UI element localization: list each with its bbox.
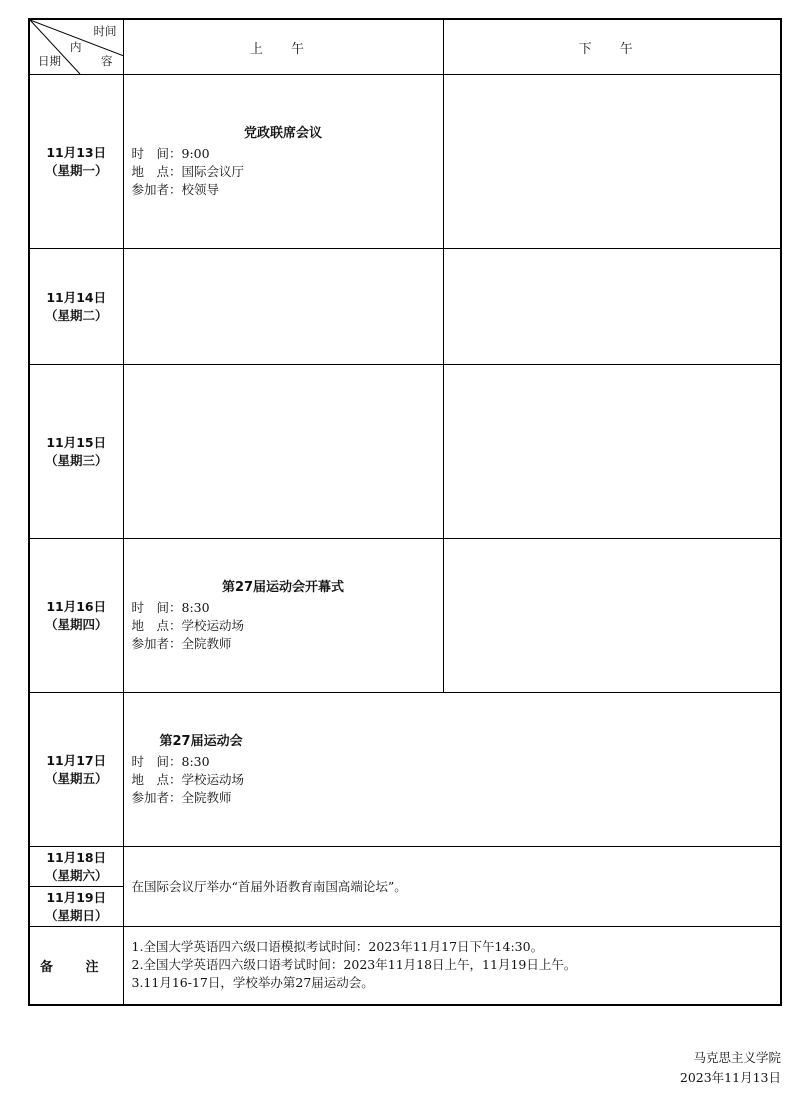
footer-org: 马克思主义学院 (693, 1050, 781, 1065)
date-label: 11月13日 (46, 144, 107, 160)
date-cell (29, 249, 123, 365)
weekday-label: （星期一） (44, 162, 108, 178)
weekday-label: （星期二） (44, 307, 108, 323)
event-time: 时 间：9:00 (131, 145, 210, 161)
remark-item: 3.11月16-17日，学校举办第27届运动会。 (131, 975, 374, 991)
weekday-label: （星期六） (44, 867, 108, 883)
date-cell (29, 887, 123, 927)
event-title: 党政联席会议 (243, 125, 322, 141)
weekday-label: （星期三） (44, 452, 108, 468)
remarks-label: 备 注 (29, 927, 123, 1005)
event-place: 地 点：学校运动场 (131, 771, 245, 787)
day-row-friday (29, 693, 781, 847)
date-label: 11月19日 (46, 889, 107, 905)
afternoon-cell (443, 365, 781, 539)
event-title: 第27届运动会开幕式 (221, 579, 345, 595)
allday-cell (123, 693, 781, 847)
remarks-row (29, 927, 781, 1005)
morning-cell (123, 249, 443, 365)
weekday-label: （星期四） (44, 616, 108, 632)
column-header-morning: 上 午 (123, 19, 443, 75)
event-attendees: 参加者：全院教师 (131, 635, 232, 651)
weekday-label: （星期五） (44, 770, 108, 786)
date-label: 11月18日 (46, 849, 107, 865)
weekly-schedule-table (28, 18, 782, 1006)
afternoon-cell (443, 249, 781, 365)
remark-item: 1.全国大学英语四六级口语模拟考试时间：2023年11月17日下午14:30。 (131, 939, 544, 955)
column-header-afternoon: 下 午 (443, 19, 781, 75)
event-attendees: 参加者：全院教师 (131, 789, 232, 805)
date-label: 11月16日 (46, 598, 107, 614)
event-place: 地 点：学校运动场 (131, 617, 245, 633)
weekend-cell (123, 847, 781, 927)
weekday-label: （星期日） (44, 907, 108, 923)
day-row-wednesday (29, 365, 781, 539)
event-title: 第27届运动会 (159, 733, 243, 749)
date-cell (29, 847, 123, 887)
corner-cell (29, 19, 123, 75)
remarks-cell (123, 927, 781, 1005)
header-row (29, 19, 781, 75)
date-label: 11月17日 (46, 752, 107, 768)
footer (680, 1048, 781, 1088)
date-cell (29, 693, 123, 847)
footer-date: 2023年11月13日 (679, 1070, 781, 1085)
remark-item: 2.全国大学英语四六级口语考试时间：2023年11月18日上午，11月19日上午。 (131, 957, 577, 973)
date-label: 11月15日 (46, 434, 107, 450)
date-cell (29, 75, 123, 249)
afternoon-cell (443, 75, 781, 249)
day-row-monday (29, 75, 781, 249)
morning-cell (123, 539, 443, 693)
date-cell (29, 365, 123, 539)
day-row-saturday (29, 847, 781, 887)
morning-cell (123, 75, 443, 249)
corner-label-time: 时间 (93, 24, 117, 38)
afternoon-cell (443, 539, 781, 693)
corner-label-date: 日期 (38, 54, 61, 68)
schedule-sheet (28, 18, 780, 1005)
date-label: 11月14日 (46, 289, 107, 305)
corner-label-content-bottom: 容 (101, 54, 113, 68)
day-row-tuesday (29, 249, 781, 365)
event-time: 时 间：8:30 (131, 599, 210, 615)
weekend-note: 在国际会议厅举办“首届外语教育南国高端论坛”。 (131, 878, 407, 894)
corner-label-content-top: 内 (70, 40, 82, 54)
event-time: 时 间：8:30 (131, 753, 210, 769)
event-attendees: 参加者：校领导 (131, 181, 220, 197)
day-row-thursday (29, 539, 781, 693)
morning-cell (123, 365, 443, 539)
date-cell (29, 539, 123, 693)
event-place: 地 点：国际会议厅 (131, 163, 245, 179)
